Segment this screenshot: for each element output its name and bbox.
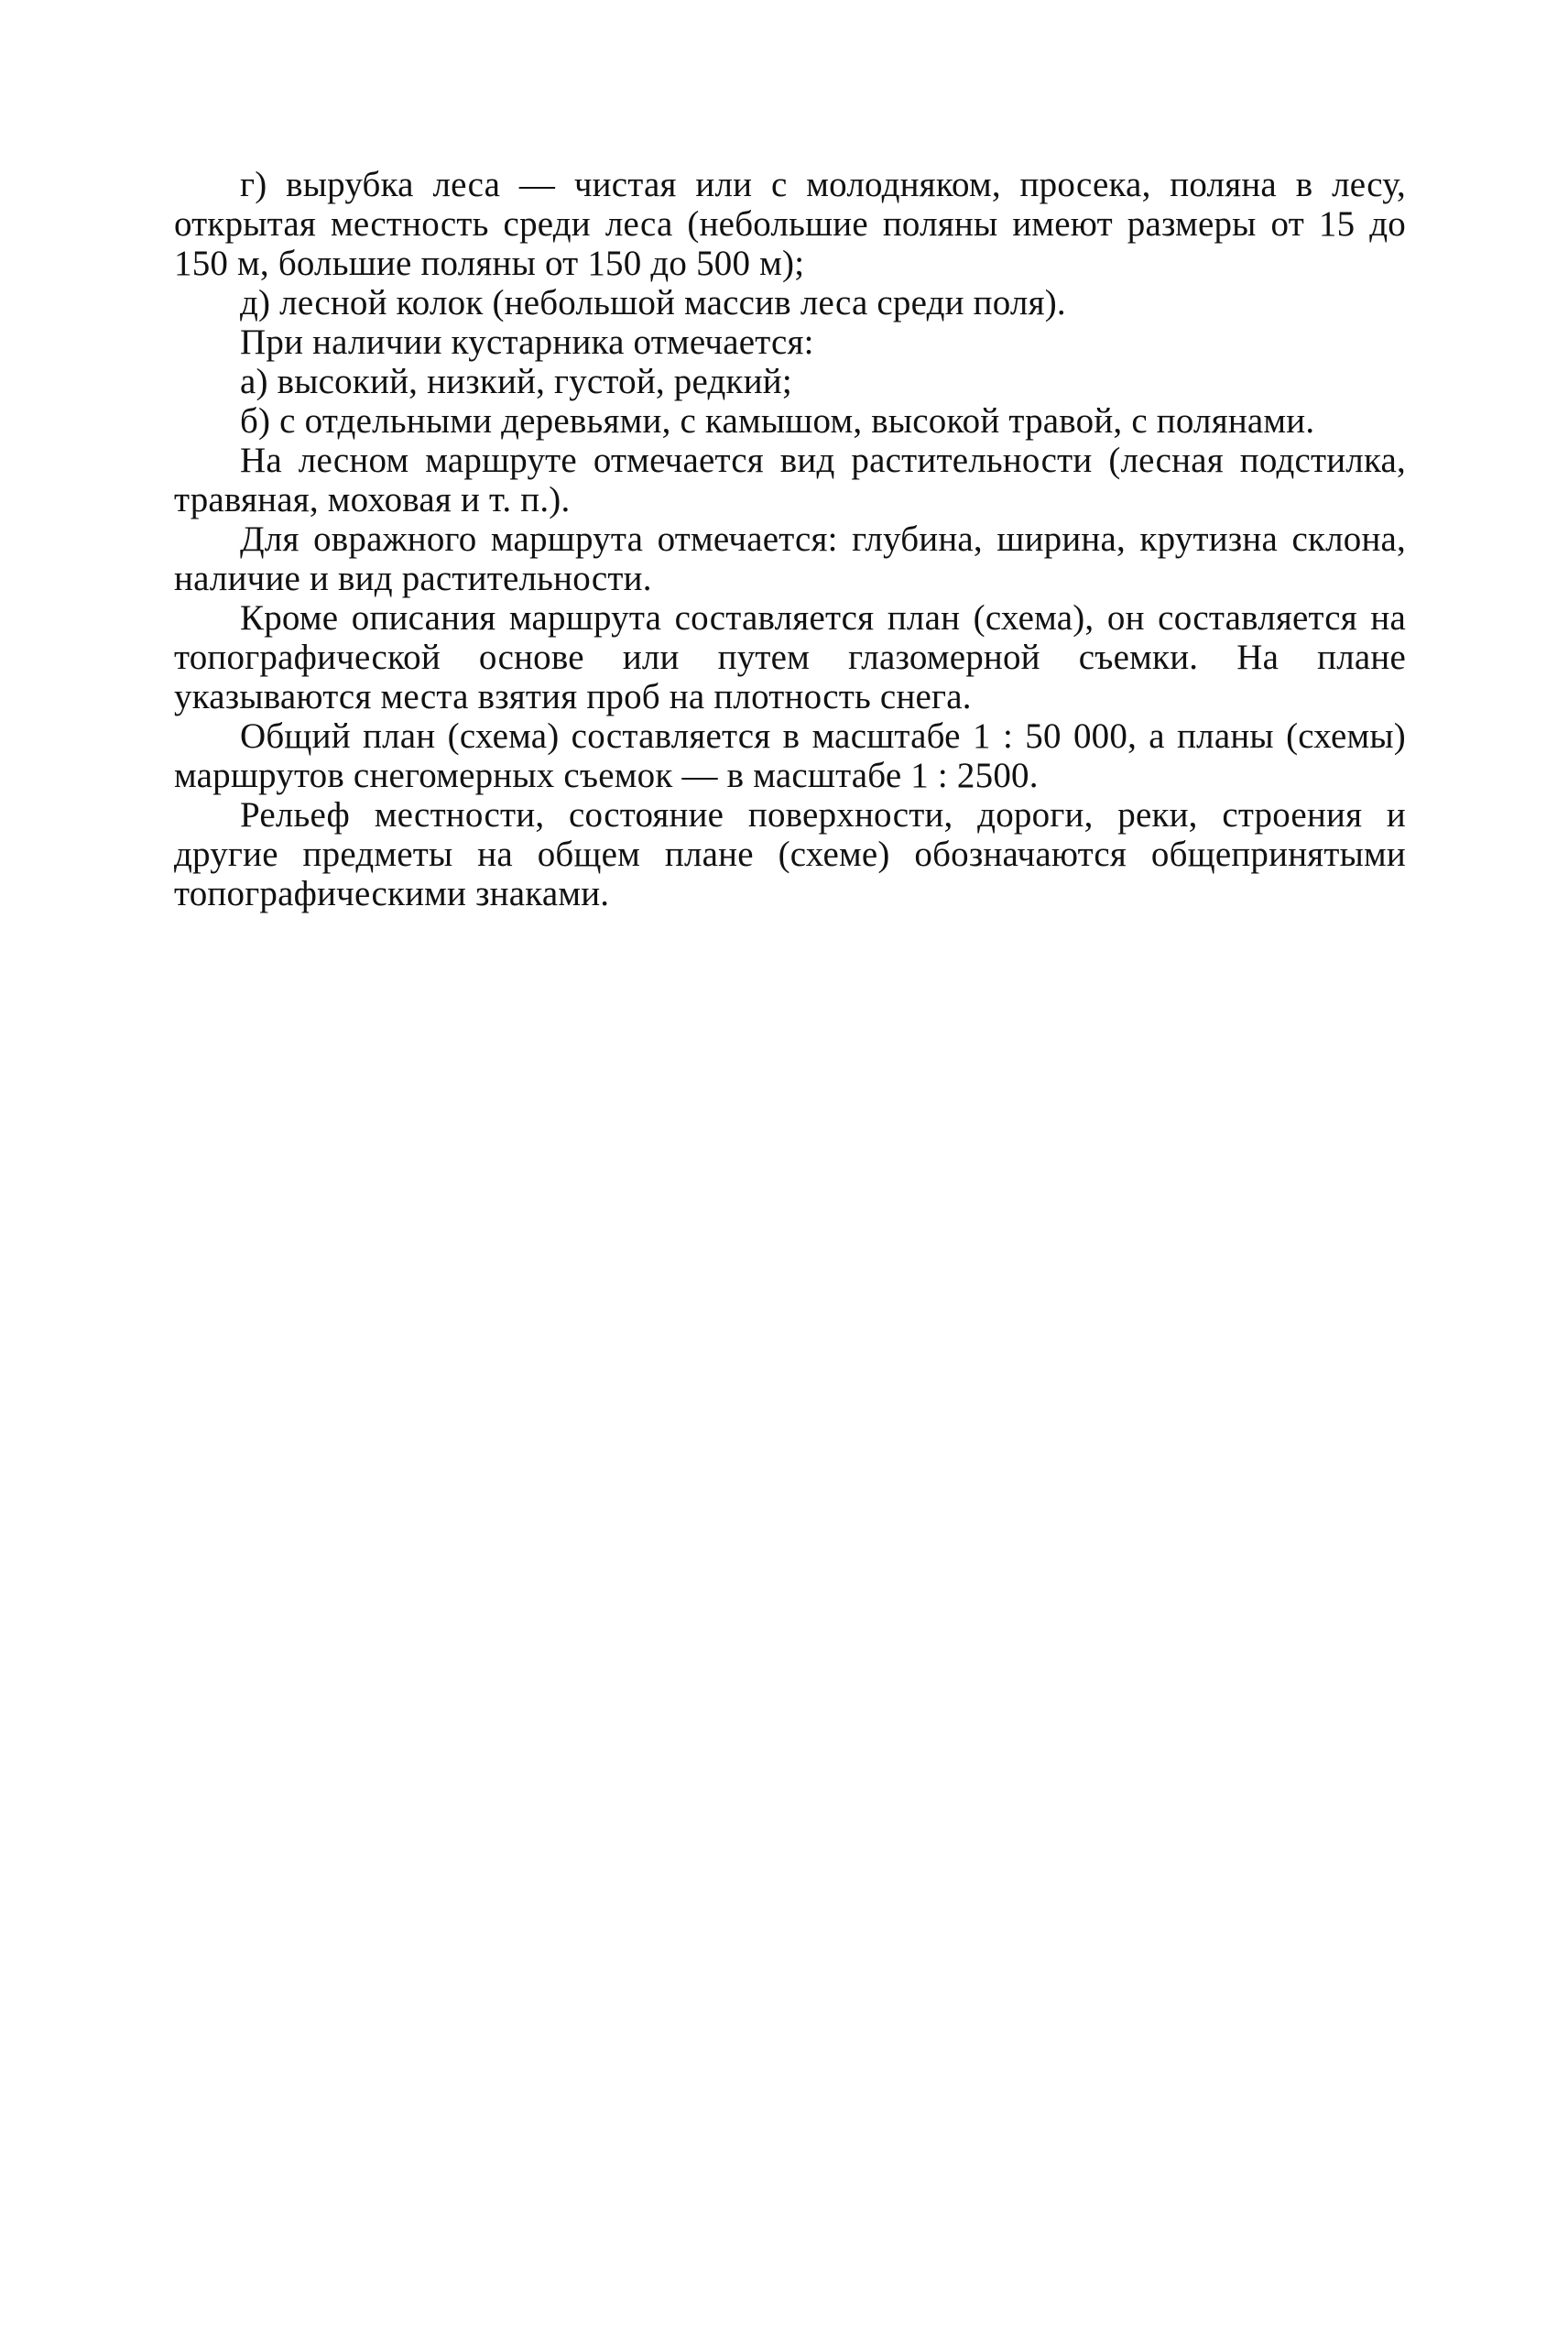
paragraph-shrub-heading: При наличии кустарника отмечается: xyxy=(240,322,814,362)
paragraph-shrub-density: а) высокий, низкий, густой, редкий; xyxy=(240,362,792,401)
paragraph-topographic-signs: Рельеф местности, состояние поверхности, дороги, реки, строения и другие предметы на общем плане (схеме) обозначаются общепринятыми топографическими знаками. xyxy=(174,795,1406,913)
paragraph-shrub-features: б) с отдельными деревьями, с камышом, высокой травой, с полянами. xyxy=(240,401,1315,441)
paragraph-clearing: г) вырубка леса — чистая или с молодняком, просека, поляна в лесу, открытая местность среди леса (небольшие поляны имеют размеры от 15 до 150 м, большие поляны от 150 до 500 м); xyxy=(174,165,1406,283)
paragraph-route-plan: Кроме описания маршрута составляется план (схема), он составляется на топографической основе или путем глазомерной съемки. На плане указываются места взятия проб на плотность снега. xyxy=(174,598,1406,716)
paragraph-ravine-route: Для овражного маршрута отмечается: глубина, ширина, крутизна склона, наличие и вид растительности. xyxy=(174,519,1406,598)
paragraph-forest-grove: д) лесной колок (небольшой массив леса среди поля). xyxy=(240,283,1066,322)
document-page xyxy=(174,165,1406,913)
paragraph-forest-route: На лесном маршруте отмечается вид растительности (лесная подстилка, травяная, моховая и т. п.). xyxy=(174,441,1406,519)
paragraph-plan-scale: Общий план (схема) составляется в масштабе 1 : 50 000, а планы (схемы) маршрутов снегомерных съемок — в масштабе 1 : 2500. xyxy=(174,716,1406,795)
